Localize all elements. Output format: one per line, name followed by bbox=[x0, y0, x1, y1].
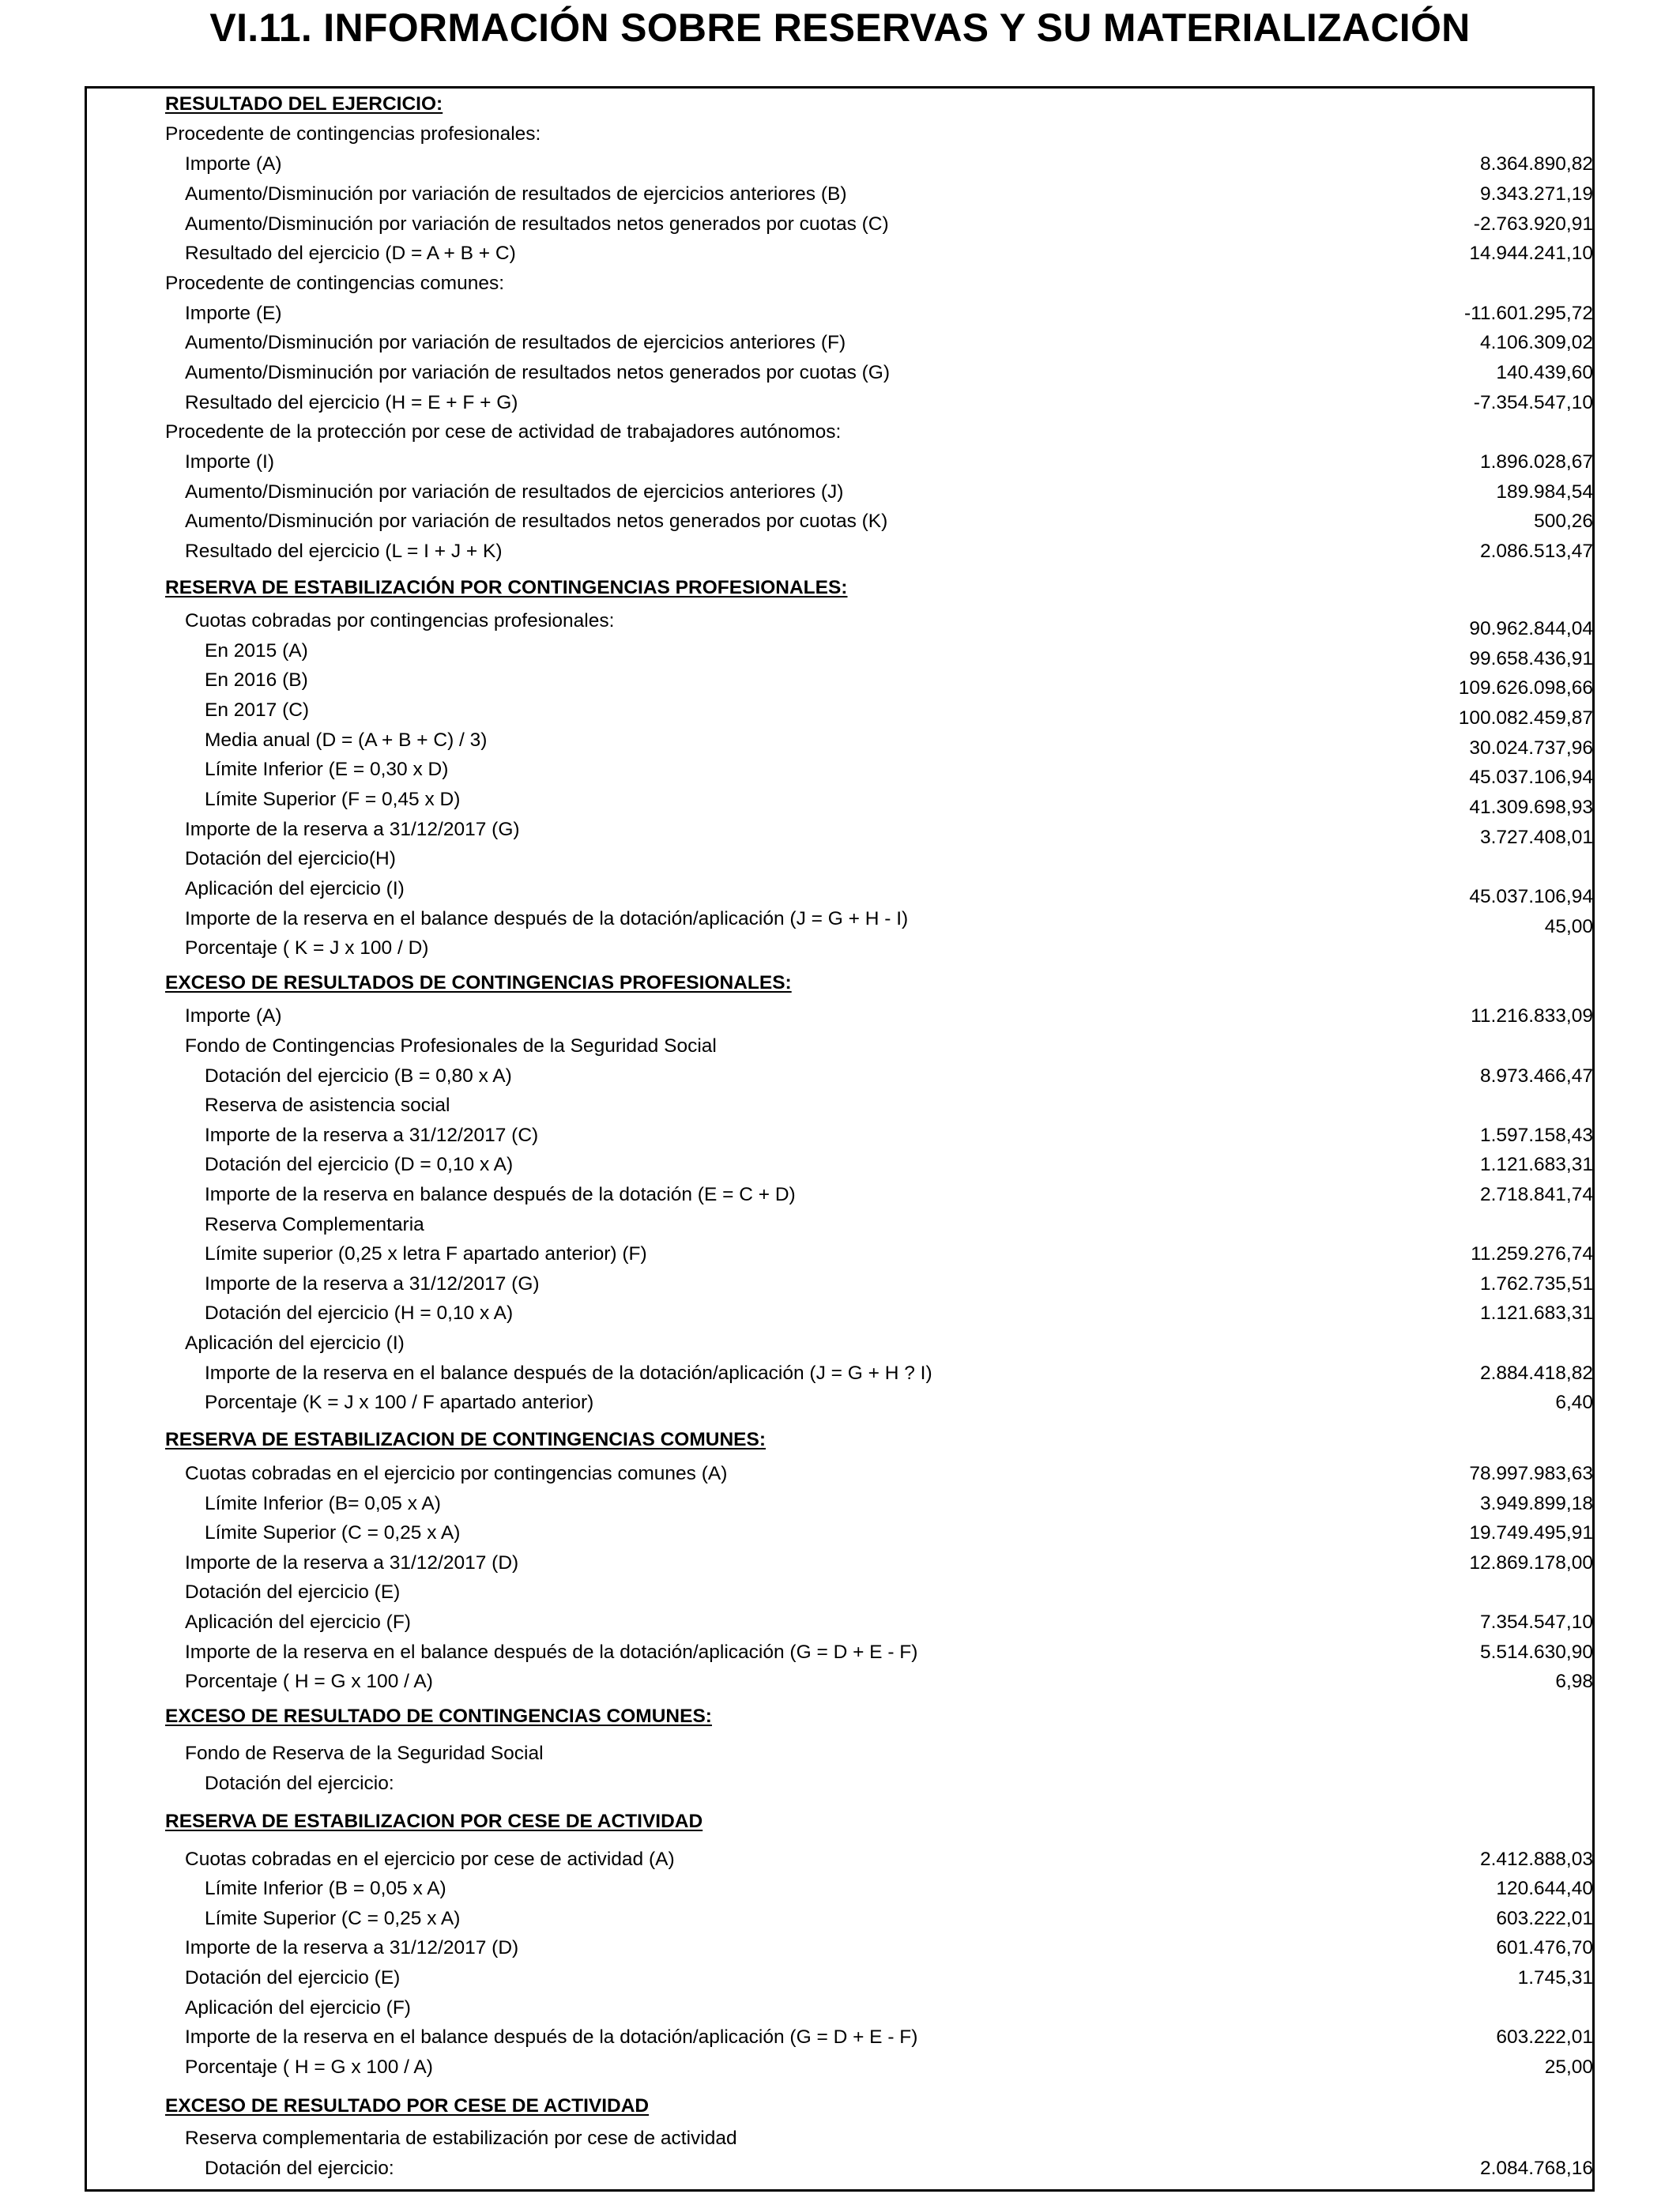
table-row bbox=[0, 2052, 1680, 2083]
table-row bbox=[0, 179, 1680, 210]
table-row bbox=[0, 327, 1680, 359]
row-label: Resultado del ejercicio (D = A + B + C) bbox=[185, 243, 516, 264]
section-title: RESERVA DE ESTABILIZACIÓN POR CONTINGENCIAS PROFESIONALES: bbox=[165, 577, 848, 598]
section-title: EXCESO DE RESULTADO DE CONTINGENCIAS COMUNES: bbox=[165, 1706, 712, 1727]
table-row bbox=[0, 477, 1680, 508]
section-header bbox=[0, 1806, 1680, 1838]
row-label: Dotación del ejercicio (B = 0,80 x A) bbox=[205, 1065, 512, 1087]
row-label: Importe de la reserva en balance después de la dotación (E = C + D) bbox=[205, 1184, 796, 1205]
row-label: Dotación del ejercicio (E) bbox=[185, 1581, 401, 1603]
table-row bbox=[0, 933, 1680, 964]
table-row bbox=[0, 1238, 1680, 1270]
row-label: Importe de la reserva a 31/12/2017 (D) bbox=[185, 1937, 519, 1958]
row-value: 99.658.436,91 bbox=[1469, 648, 1593, 669]
table-row bbox=[0, 209, 1680, 240]
row-label: Dotación del ejercicio: bbox=[205, 1773, 394, 1794]
row-value: 3.949.899,18 bbox=[1479, 1493, 1593, 1514]
row-label: Reserva de asistencia social bbox=[205, 1095, 450, 1116]
row-value: 189.984,54 bbox=[1496, 481, 1593, 503]
table-row bbox=[0, 1209, 1680, 1241]
row-label: Límite superior (0,25 x letra F apartado anterior) (F) bbox=[205, 1243, 647, 1265]
row-label: En 2017 (C) bbox=[205, 699, 310, 721]
section-header bbox=[0, 1701, 1680, 1732]
section-header bbox=[0, 89, 1680, 120]
row-label: Dotación del ejercicio: bbox=[205, 2158, 394, 2179]
row-value: 45,00 bbox=[1544, 916, 1593, 937]
row-value: 9.343.271,19 bbox=[1479, 183, 1593, 205]
row-value: 603.222,01 bbox=[1496, 2026, 1593, 2048]
table-row bbox=[0, 843, 1680, 875]
row-label: Aumento/Disminución por variación de resultados de ejercicios anteriores (J) bbox=[185, 481, 844, 503]
row-value: 19.749.495,91 bbox=[1469, 1522, 1593, 1544]
row-label: Límite Inferior (B= 0,05 x A) bbox=[205, 1493, 441, 1514]
row-label: Resultado del ejercicio (H = E + F + G) bbox=[185, 392, 518, 413]
row-label: En 2016 (B) bbox=[205, 669, 308, 691]
table-row bbox=[0, 1031, 1680, 1062]
table-row bbox=[0, 2153, 1680, 2185]
row-label: Cuotas cobradas en el ejercicio por contingencias comunes (A) bbox=[185, 1463, 728, 1484]
row-value: 603.222,01 bbox=[1496, 1908, 1593, 1929]
row-label: Reserva complementaria de estabilización por cese de actividad bbox=[185, 2128, 737, 2149]
row-value: 120.644,40 bbox=[1496, 1878, 1593, 1899]
row-label: Fondo de Reserva de la Seguridad Social bbox=[185, 1743, 544, 1764]
row-value: 1.745,31 bbox=[1517, 1967, 1593, 1989]
row-value: 3.727.408,01 bbox=[1479, 827, 1593, 848]
row-label: Aplicación del ejercicio (F) bbox=[185, 1612, 411, 1633]
table-row bbox=[0, 2022, 1680, 2053]
row-label: Límite Inferior (E = 0,30 x D) bbox=[205, 759, 449, 780]
row-value: 12.869.178,00 bbox=[1469, 1552, 1593, 1574]
row-value: 1.597.158,43 bbox=[1479, 1125, 1593, 1146]
table-row bbox=[0, 387, 1680, 419]
row-value: 30.024.737,96 bbox=[1469, 737, 1593, 759]
row-value: 2.086.513,47 bbox=[1479, 541, 1593, 562]
table-row bbox=[0, 268, 1680, 300]
row-value: 2.412.888,03 bbox=[1479, 1849, 1593, 1870]
table-row bbox=[0, 1903, 1680, 1935]
row-label: Dotación del ejercicio (E) bbox=[185, 1967, 401, 1989]
table-row bbox=[0, 1001, 1680, 1032]
row-value: 8.973.466,47 bbox=[1479, 1065, 1593, 1087]
table-row bbox=[0, 1577, 1680, 1608]
row-label: Importe (I) bbox=[185, 451, 274, 473]
row-label: Procedente de contingencias comunes: bbox=[165, 273, 505, 294]
row-value: 78.997.983,63 bbox=[1469, 1463, 1593, 1484]
row-label: Importe (A) bbox=[185, 153, 282, 175]
row-value: 1.762.735,51 bbox=[1479, 1273, 1593, 1295]
table-row bbox=[0, 1666, 1680, 1698]
row-label: En 2015 (A) bbox=[205, 640, 308, 662]
table-row bbox=[0, 1932, 1680, 1964]
table-row bbox=[0, 417, 1680, 448]
row-label: Límite Superior (C = 0,25 x A) bbox=[205, 1908, 461, 1929]
table-row bbox=[0, 119, 1680, 150]
table-row bbox=[0, 1387, 1680, 1419]
row-label: Procedente de la protección por cese de actividad de trabajadores autónomos: bbox=[165, 421, 842, 443]
row-label: Aumento/Disminución por variación de resultados de ejercicios anteriores (F) bbox=[185, 332, 846, 353]
section-title: RESERVA DE ESTABILIZACION DE CONTINGENCIAS COMUNES: bbox=[165, 1429, 767, 1450]
row-value: 1.121.683,31 bbox=[1479, 1154, 1593, 1175]
row-value: 100.082.459,87 bbox=[1458, 707, 1593, 729]
row-value: 45.037.106,94 bbox=[1469, 767, 1593, 788]
row-label: Importe de la reserva a 31/12/2017 (C) bbox=[205, 1125, 539, 1146]
row-value: 2.884.418,82 bbox=[1479, 1363, 1593, 1384]
row-value: 14.944.241,10 bbox=[1469, 243, 1593, 264]
row-value: 500,26 bbox=[1534, 511, 1593, 532]
table-row bbox=[0, 1844, 1680, 1875]
section-title: RESERVA DE ESTABILIZACION POR CESE DE ACTIVIDAD bbox=[165, 1811, 703, 1832]
row-label: Cuotas cobradas por contingencias profesionales: bbox=[185, 610, 615, 631]
row-label: Cuotas cobradas en el ejercicio por cese de actividad (A) bbox=[185, 1849, 675, 1870]
row-label: Importe (E) bbox=[185, 303, 282, 324]
table-row bbox=[0, 1269, 1680, 1300]
table-row bbox=[0, 1637, 1680, 1668]
section-title: RESULTADO DEL EJERCICIO: bbox=[165, 93, 443, 115]
row-label: Límite Inferior (B = 0,05 x A) bbox=[205, 1878, 446, 1899]
section-header bbox=[0, 967, 1680, 999]
table-row bbox=[0, 1992, 1680, 2024]
section-header bbox=[0, 1424, 1680, 1456]
row-label: Porcentaje (K = J x 100 / F apartado anterior) bbox=[205, 1392, 594, 1413]
row-label: Límite Superior (C = 0,25 x A) bbox=[205, 1522, 461, 1544]
table-row bbox=[0, 1061, 1680, 1092]
row-value: -11.601.295,72 bbox=[1463, 303, 1593, 324]
row-label: Importe de la reserva en el balance después de la dotación/aplicación (G = D + E - F) bbox=[185, 1642, 918, 1663]
row-label: Dotación del ejercicio (H = 0,10 x A) bbox=[205, 1302, 514, 1324]
row-label: Porcentaje ( H = G x 100 / A) bbox=[185, 1671, 433, 1692]
row-value: 2.084.768,16 bbox=[1479, 2158, 1593, 2179]
table-row bbox=[0, 1768, 1680, 1800]
row-value: 5.514.630,90 bbox=[1479, 1642, 1593, 1663]
row-value: 109.626.098,66 bbox=[1458, 677, 1593, 699]
row-label: Media anual (D = (A + B + C) / 3) bbox=[205, 729, 488, 751]
table-row bbox=[0, 1090, 1680, 1122]
section-title: EXCESO DE RESULTADOS DE CONTINGENCIAS PROFESIONALES: bbox=[165, 972, 792, 993]
row-label: Importe de la reserva a 31/12/2017 (G) bbox=[185, 819, 520, 840]
row-label: Importe (A) bbox=[185, 1005, 282, 1027]
row-value: 601.476,70 bbox=[1496, 1937, 1593, 1958]
section-header bbox=[0, 572, 1680, 604]
row-label: Importe de la reserva a 31/12/2017 (G) bbox=[205, 1273, 540, 1295]
row-value: 45.037.106,94 bbox=[1469, 886, 1593, 907]
row-label: Límite Superior (F = 0,45 x D) bbox=[205, 789, 461, 810]
table-row bbox=[0, 1179, 1680, 1211]
table-row bbox=[0, 1298, 1680, 1329]
table-row bbox=[0, 447, 1680, 478]
row-label: Porcentaje ( H = G x 100 / A) bbox=[185, 2056, 433, 2078]
row-value: 25,00 bbox=[1544, 2056, 1593, 2078]
row-label: Aplicación del ejercicio (F) bbox=[185, 1997, 411, 2019]
table-row bbox=[0, 149, 1680, 180]
row-label: Resultado del ejercicio (L = I + J + K) bbox=[185, 541, 503, 562]
table-row bbox=[0, 357, 1680, 389]
row-label: Fondo de Contingencias Profesionales de la Seguridad Social bbox=[185, 1035, 717, 1057]
row-label: Aumento/Disminución por variación de resultados netos generados por cuotas (K) bbox=[185, 511, 888, 532]
row-value: 7.354.547,10 bbox=[1479, 1612, 1593, 1633]
row-label: Aplicación del ejercicio (I) bbox=[185, 878, 405, 899]
table-row bbox=[0, 1962, 1680, 1994]
row-label: Reserva Complementaria bbox=[205, 1214, 424, 1235]
row-label: Aumento/Disminución por variación de resultados de ejercicios anteriores (B) bbox=[185, 183, 847, 205]
table-row bbox=[0, 506, 1680, 537]
table-row bbox=[0, 1738, 1680, 1770]
row-value: 1.896.028,67 bbox=[1479, 451, 1593, 473]
row-value: 140.439,60 bbox=[1496, 362, 1593, 383]
table-row bbox=[0, 1488, 1680, 1520]
table-row bbox=[0, 298, 1680, 330]
row-label: Dotación del ejercicio(H) bbox=[185, 848, 396, 869]
section-header bbox=[0, 2090, 1680, 2122]
row-label: Importe de la reserva en el balance después de la dotación/aplicación (G = D + E - F) bbox=[185, 2026, 918, 2048]
row-value: 1.121.683,31 bbox=[1479, 1302, 1593, 1324]
row-value: 41.309.698,93 bbox=[1469, 797, 1593, 818]
row-value: -2.763.920,91 bbox=[1473, 213, 1593, 235]
section-title: EXCESO DE RESULTADO POR CESE DE ACTIVIDAD bbox=[165, 2095, 650, 2117]
row-value: 11.259.276,74 bbox=[1471, 1243, 1593, 1265]
row-label: Procedente de contingencias profesionales: bbox=[165, 123, 541, 145]
row-value: 8.364.890,82 bbox=[1479, 153, 1593, 175]
table-row bbox=[0, 1517, 1680, 1549]
table-row bbox=[0, 1873, 1680, 1905]
row-label: Importe de la reserva a 31/12/2017 (D) bbox=[185, 1552, 519, 1574]
table-row bbox=[0, 1149, 1680, 1181]
row-label: Dotación del ejercicio (D = 0,10 x A) bbox=[205, 1154, 514, 1175]
table-row bbox=[0, 1547, 1680, 1579]
row-value: 6,98 bbox=[1555, 1671, 1593, 1692]
row-label: Aumento/Disminución por variación de resultados netos generados por cuotas (G) bbox=[185, 362, 891, 383]
table-row bbox=[0, 1358, 1680, 1389]
row-label: Importe de la reserva en el balance después de la dotación/aplicación (J = G + H ? I) bbox=[205, 1363, 932, 1384]
page-title: VI.11. INFORMACIÓN SOBRE RESERVAS Y SU MATERIALIZACIÓN bbox=[209, 6, 1471, 50]
table-row bbox=[0, 536, 1680, 567]
row-value: -7.354.547,10 bbox=[1473, 392, 1593, 413]
table-row bbox=[0, 1458, 1680, 1490]
table-row bbox=[0, 2123, 1680, 2154]
table-row bbox=[0, 238, 1680, 270]
row-value: 6,40 bbox=[1555, 1392, 1593, 1413]
row-label: Porcentaje ( K = J x 100 / D) bbox=[185, 937, 429, 959]
row-label: Importe de la reserva en el balance después de la dotación/aplicación (J = G + H - I) bbox=[185, 908, 909, 929]
table-row bbox=[0, 1328, 1680, 1359]
row-value: 2.718.841,74 bbox=[1479, 1184, 1593, 1205]
row-value: 90.962.844,04 bbox=[1469, 618, 1593, 639]
table-row bbox=[0, 1607, 1680, 1638]
row-value: 4.106.309,02 bbox=[1479, 332, 1593, 353]
row-label: Aplicación del ejercicio (I) bbox=[185, 1333, 405, 1354]
table-row bbox=[0, 1120, 1680, 1152]
row-label: Aumento/Disminución por variación de resultados netos generados por cuotas (C) bbox=[185, 213, 889, 235]
row-value: 11.216.833,09 bbox=[1471, 1005, 1593, 1027]
